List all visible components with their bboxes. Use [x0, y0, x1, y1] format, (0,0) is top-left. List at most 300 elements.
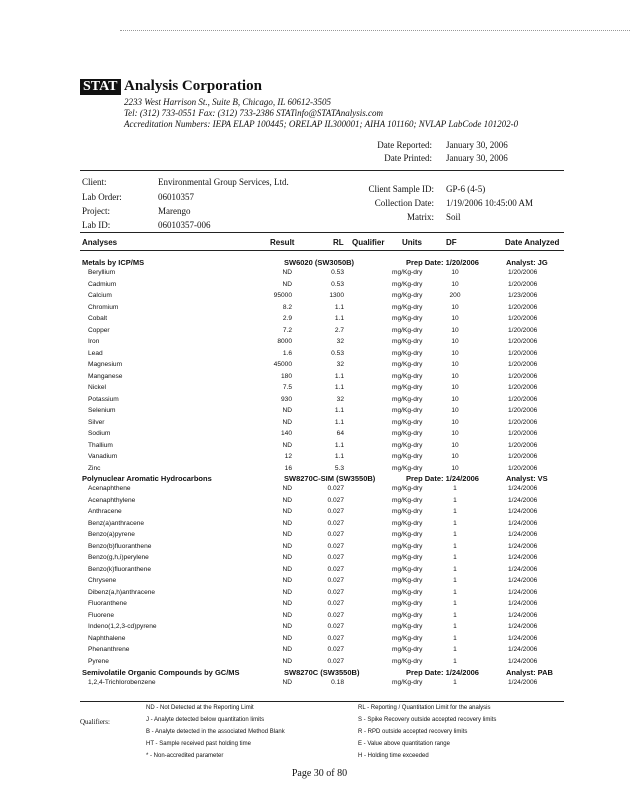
- dilution-factor: 10: [451, 395, 459, 403]
- result-value: ND: [282, 441, 292, 449]
- reporting-limit: 0.027: [327, 611, 344, 619]
- reporting-limit: 0.027: [327, 657, 344, 665]
- units: mg/Kg-dry: [392, 303, 423, 311]
- result-value: ND: [282, 269, 292, 276]
- col-df: DF: [446, 238, 457, 247]
- dilution-factor: 1: [453, 600, 457, 607]
- reporting-limit: 1.1: [334, 315, 344, 322]
- analyte-name: Thallium: [88, 441, 113, 449]
- reporting-limit: 1.1: [334, 453, 344, 460]
- table-row: [0, 589, 639, 600]
- units: mg/Kg-dry: [392, 657, 423, 665]
- analyte-name: 1,2,4-Trichlorobenzene: [88, 679, 156, 686]
- qualifier-h: H - Holding time exceeded: [358, 753, 429, 759]
- units: mg/Kg-dry: [392, 554, 423, 561]
- date-analyzed: 1/24/2006: [508, 646, 538, 653]
- table-row: [0, 508, 639, 519]
- lab-id-label: Lab ID:: [82, 220, 111, 230]
- dilution-factor: 10: [451, 464, 459, 472]
- result-value: ND: [282, 542, 292, 550]
- units: mg/Kg-dry: [392, 577, 423, 584]
- reporting-limit: 0.027: [327, 519, 344, 527]
- analyte-name: Cobalt: [88, 315, 108, 322]
- date-analyzed: 1/20/2006: [508, 418, 538, 426]
- analyte-name: Naphthalene: [88, 634, 126, 642]
- dilution-factor: 1: [453, 542, 457, 550]
- table-row: [0, 384, 639, 395]
- analyte-name: Benzo(b)fluoranthene: [88, 542, 152, 550]
- result-value: ND: [282, 531, 292, 538]
- date-analyzed: 1/20/2006: [508, 349, 538, 357]
- section-method: SW8270C-SIM (SW3550B): [284, 474, 376, 483]
- analyte-name: Anthracene: [88, 508, 122, 515]
- col-result: Result: [270, 238, 295, 247]
- analyte-name: Lead: [88, 349, 103, 357]
- reporting-limit: 0.027: [327, 542, 344, 550]
- date-analyzed: 1/24/2006: [508, 508, 538, 515]
- analyte-name: Phenanthrene: [88, 646, 130, 653]
- section-title: Metals by ICP/MS: [82, 258, 145, 267]
- section-prep-date: Prep Date: 1/20/2006: [406, 258, 479, 267]
- section-prep-date: Prep Date: 1/24/2006: [406, 474, 479, 483]
- col-date-analyzed: Date Analyzed: [505, 238, 560, 247]
- analyte-name: Vanadium: [88, 453, 118, 460]
- qualifier-s: S - Spike Recovery outside accepted recovery limits: [358, 717, 497, 723]
- analyte-name: Calcium: [88, 292, 112, 299]
- analyte-name: Sodium: [88, 430, 111, 437]
- result-value: ND: [282, 634, 292, 642]
- section-analyst: Analyst: VS: [506, 474, 548, 483]
- reporting-limit: 0.027: [327, 554, 344, 561]
- analyte-name: Benzo(a)pyrene: [88, 531, 135, 538]
- dilution-factor: 1: [453, 565, 457, 573]
- reporting-limit: 0.027: [327, 600, 344, 607]
- table-row: [0, 646, 639, 657]
- date-analyzed: 1/24/2006: [508, 657, 538, 665]
- qualifier-e: E - Value above quantitation range: [358, 741, 450, 747]
- result-value: 1.6: [282, 349, 292, 357]
- table-row: [0, 327, 639, 338]
- analyte-name: Acenaphthylene: [88, 496, 136, 504]
- client-sample-id-value: GP-6 (4-5): [446, 184, 486, 194]
- reporting-limit: 0.027: [327, 531, 344, 538]
- reporting-limit: 0.18: [331, 679, 344, 686]
- units: mg/Kg-dry: [392, 611, 423, 619]
- units: mg/Kg-dry: [392, 315, 423, 322]
- result-value: 7.2: [282, 326, 292, 334]
- stat-logo: STAT: [80, 79, 121, 95]
- qualifier-star: * - Non-accredited parameter: [146, 753, 224, 759]
- section-prep-date: Prep Date: 1/24/2006: [406, 668, 479, 677]
- units: mg/Kg-dry: [392, 531, 423, 538]
- date-analyzed: 1/24/2006: [508, 577, 538, 584]
- date-analyzed: 1/20/2006: [508, 326, 538, 334]
- date-analyzed: 1/20/2006: [508, 269, 538, 276]
- result-value: ND: [282, 600, 292, 607]
- reporting-limit: 64: [336, 430, 344, 437]
- accreditation-numbers: Accreditation Numbers: IEPA ELAP 100445; ORELAP IL300001; AIHA 101160; NVLAP LabCode 101202-0: [124, 119, 519, 129]
- reporting-limit: 0.027: [327, 588, 344, 596]
- analyte-name: Chrysene: [88, 577, 117, 584]
- units: mg/Kg-dry: [392, 384, 423, 391]
- result-value: ND: [282, 565, 292, 573]
- result-value: 7.5: [282, 384, 292, 391]
- result-value: ND: [282, 611, 292, 619]
- dilution-factor: 1: [453, 623, 457, 630]
- date-analyzed: 1/20/2006: [508, 372, 538, 380]
- analyte-name: Indeno(1,2,3-cd)pyrene: [88, 623, 157, 630]
- header-rule: [80, 170, 564, 171]
- reporting-limit: 0.53: [331, 349, 344, 357]
- table-row: [0, 453, 639, 464]
- units: mg/Kg-dry: [392, 349, 423, 357]
- dilution-factor: 10: [451, 303, 459, 311]
- dilution-factor: 1: [453, 657, 457, 665]
- dilution-factor: 10: [451, 372, 459, 380]
- table-row: [0, 430, 639, 441]
- reporting-limit: 2.7: [334, 326, 344, 334]
- date-analyzed: 1/20/2006: [508, 430, 538, 437]
- date-analyzed: 1/20/2006: [508, 395, 538, 403]
- units: mg/Kg-dry: [392, 269, 423, 276]
- footer-rule: [80, 701, 564, 702]
- table-row: [0, 361, 639, 372]
- table-row: [0, 373, 639, 384]
- table-row: [0, 623, 639, 634]
- client-rule: [80, 232, 564, 233]
- result-value: 8000: [277, 338, 292, 345]
- units: mg/Kg-dry: [392, 372, 423, 380]
- result-value: ND: [282, 407, 292, 414]
- result-value: 930: [280, 395, 292, 403]
- table-row: [0, 396, 639, 407]
- units: mg/Kg-dry: [392, 588, 423, 596]
- date-analyzed: 1/20/2006: [508, 338, 538, 345]
- analyte-name: Benzo(k)fluoranthene: [88, 565, 152, 573]
- date-analyzed: 1/24/2006: [508, 679, 538, 686]
- reporting-limit: 0.027: [327, 485, 344, 492]
- client-label: Client:: [82, 177, 107, 187]
- dilution-factor: 10: [451, 315, 459, 322]
- reporting-limit: 1.1: [334, 372, 344, 380]
- table-row: [0, 520, 639, 531]
- section-method: SW8270C (SW3550B): [284, 668, 360, 677]
- result-value: 95000: [273, 292, 292, 299]
- dilution-factor: 200: [449, 292, 461, 299]
- result-value: 12: [284, 453, 292, 460]
- analyte-name: Benz(a)anthracene: [88, 519, 145, 527]
- dilution-factor: 10: [451, 453, 459, 460]
- date-reported-label: Date Reported:: [377, 140, 432, 150]
- reporting-limit: 1.1: [334, 303, 344, 311]
- result-value: 16: [284, 464, 292, 472]
- col-rl: RL: [333, 238, 344, 247]
- result-value: ND: [282, 657, 292, 665]
- qualifiers-label: Qualifiers:: [80, 718, 110, 726]
- analyte-name: Potassium: [88, 395, 119, 403]
- date-reported-value: January 30, 2006: [446, 140, 508, 150]
- collection-date-label: Collection Date:: [374, 198, 434, 208]
- analyte-name: Copper: [88, 326, 110, 334]
- date-analyzed: 1/20/2006: [508, 407, 538, 414]
- result-value: ND: [282, 508, 292, 515]
- reporting-limit: 5.3: [334, 464, 344, 472]
- result-value: ND: [282, 418, 292, 426]
- qualifier-nd: ND - Not Detected at the Reporting Limit: [146, 705, 254, 711]
- date-analyzed: 1/20/2006: [508, 315, 538, 322]
- section-title: Semivolatile Organic Compounds by GC/MS: [82, 668, 240, 677]
- dilution-factor: 10: [451, 361, 459, 368]
- dilution-factor: 1: [453, 508, 457, 515]
- result-value: 140: [280, 430, 292, 437]
- project-value: Marengo: [158, 206, 191, 216]
- date-analyzed: 1/24/2006: [508, 611, 538, 619]
- analyte-name: Manganese: [88, 372, 123, 380]
- dilution-factor: 10: [451, 280, 459, 288]
- table-row: [0, 612, 639, 623]
- date-analyzed: 1/20/2006: [508, 464, 538, 472]
- table-row: [0, 600, 639, 611]
- dilution-factor: 10: [451, 407, 459, 414]
- analyte-name: Magnesium: [88, 361, 123, 368]
- date-analyzed: 1/24/2006: [508, 531, 538, 538]
- units: mg/Kg-dry: [392, 508, 423, 515]
- date-analyzed: 1/20/2006: [508, 441, 538, 449]
- units: mg/Kg-dry: [392, 565, 423, 573]
- analyte-name: Selenium: [88, 407, 116, 414]
- units: mg/Kg-dry: [392, 464, 423, 472]
- table-row: [0, 419, 639, 430]
- reporting-limit: 0.027: [327, 496, 344, 504]
- analyte-name: Nickel: [88, 384, 106, 391]
- units: mg/Kg-dry: [392, 395, 423, 403]
- dilution-factor: 10: [451, 338, 459, 345]
- dilution-factor: 1: [453, 554, 457, 561]
- date-analyzed: 1/24/2006: [508, 542, 538, 550]
- table-row: [0, 577, 639, 588]
- qualifier-b: B - Analyte detected in the associated Method Blank: [146, 729, 285, 735]
- table-row: [0, 350, 639, 361]
- analyte-name: Zinc: [88, 464, 101, 472]
- result-value: 180: [280, 372, 292, 380]
- reporting-limit: 1300: [329, 292, 344, 299]
- date-analyzed: 1/24/2006: [508, 485, 538, 492]
- reporting-limit: 32: [336, 338, 344, 345]
- table-row: [0, 658, 639, 669]
- reporting-limit: 1.1: [334, 407, 344, 414]
- dilution-factor: 1: [453, 485, 457, 492]
- dilution-factor: 10: [451, 430, 459, 437]
- section-method: SW6020 (SW3050B): [284, 258, 355, 267]
- date-analyzed: 1/23/2006: [508, 292, 538, 299]
- table-row: [0, 281, 639, 292]
- dilution-factor: 10: [451, 269, 459, 276]
- matrix-label: Matrix:: [407, 212, 434, 222]
- reporting-limit: 1.1: [334, 418, 344, 426]
- section-analyst: Analyst: PAB: [506, 668, 553, 677]
- result-value: ND: [282, 588, 292, 596]
- date-analyzed: 1/20/2006: [508, 361, 538, 368]
- date-analyzed: 1/24/2006: [508, 623, 538, 630]
- company-address: 2233 West Harrison St., Suite B, Chicago, IL 60612-3505: [124, 97, 332, 107]
- units: mg/Kg-dry: [392, 361, 423, 368]
- table-row: [0, 407, 639, 418]
- result-value: ND: [282, 519, 292, 527]
- table-row: [0, 485, 639, 496]
- company-contact: Tel: (312) 733-0551 Fax: (312) 733-2386 STATinfo@STATAnalysis.com: [124, 108, 384, 118]
- reporting-limit: 1.1: [334, 384, 344, 391]
- date-analyzed: 1/20/2006: [508, 280, 538, 288]
- reporting-limit: 0.027: [327, 565, 344, 573]
- date-analyzed: 1/24/2006: [508, 565, 538, 573]
- reporting-limit: 0.53: [331, 280, 344, 288]
- scan-dotted-line: [120, 30, 630, 31]
- table-row: [0, 315, 639, 326]
- dilution-factor: 1: [453, 646, 457, 653]
- qualifier-j: J - Analyte detected below quantitation limits: [146, 717, 265, 723]
- reporting-limit: 0.027: [327, 646, 344, 653]
- result-value: ND: [282, 646, 292, 653]
- result-value: ND: [282, 485, 292, 492]
- qualifier-r: R - RPD outside accepted recovery limits: [358, 729, 468, 735]
- date-printed-label: Date Printed:: [384, 153, 432, 163]
- reporting-limit: 0.53: [331, 269, 344, 276]
- dilution-factor: 1: [453, 519, 457, 527]
- dilution-factor: 1: [453, 496, 457, 504]
- units: mg/Kg-dry: [392, 280, 423, 288]
- col-qualifier: Qualifier: [352, 238, 385, 247]
- dilution-factor: 1: [453, 634, 457, 642]
- company-name: Analysis Corporation: [124, 78, 262, 94]
- result-value: ND: [282, 679, 292, 686]
- lab-order-label: Lab Order:: [82, 192, 122, 202]
- reporting-limit: 0.027: [327, 508, 344, 515]
- collection-date-value: 1/19/2006 10:45:00 AM: [446, 198, 534, 208]
- units: mg/Kg-dry: [392, 326, 423, 334]
- result-value: 2.9: [282, 315, 292, 322]
- section-title: Polynuclear Aromatic Hydrocarbons: [82, 474, 212, 483]
- dilution-factor: 10: [451, 384, 459, 391]
- analyte-name: Dibenz(a,h)anthracene: [88, 588, 156, 596]
- table-row: [0, 304, 639, 315]
- table-row: [0, 497, 639, 508]
- units: mg/Kg-dry: [392, 441, 423, 449]
- units: mg/Kg-dry: [392, 430, 423, 437]
- units: mg/Kg-dry: [392, 646, 423, 653]
- matrix-value: Soil: [446, 212, 461, 222]
- result-value: 8.2: [282, 303, 292, 311]
- dilution-factor: 10: [451, 349, 459, 357]
- project-label: Project:: [82, 206, 110, 216]
- reporting-limit: 0.027: [327, 623, 344, 630]
- units: mg/Kg-dry: [392, 453, 423, 460]
- table-row: [0, 554, 639, 565]
- table-row: [0, 543, 639, 554]
- units: mg/Kg-dry: [392, 338, 423, 345]
- date-analyzed: 1/20/2006: [508, 384, 538, 391]
- units: mg/Kg-dry: [392, 418, 423, 426]
- analyte-name: Fluorene: [88, 611, 115, 619]
- lab-order-value: 06010357: [158, 192, 194, 202]
- analyte-name: Pyrene: [88, 657, 109, 665]
- client-value: Environmental Group Services, Ltd.: [158, 177, 289, 187]
- date-analyzed: 1/24/2006: [508, 634, 538, 642]
- qualifier-rl: RL - Reporting / Quantitation Limit for the analysis: [358, 705, 491, 711]
- analyte-name: Acenaphthene: [88, 485, 131, 492]
- analyte-name: Fluoranthene: [88, 600, 127, 607]
- units: mg/Kg-dry: [392, 623, 423, 630]
- reporting-limit: 32: [336, 395, 344, 403]
- analyte-name: Chromium: [88, 303, 119, 311]
- table-row: [0, 269, 639, 280]
- analyte-name: Beryllium: [88, 269, 116, 276]
- date-analyzed: 1/24/2006: [508, 519, 538, 527]
- dilution-factor: 1: [453, 531, 457, 538]
- reporting-limit: 32: [336, 361, 344, 368]
- dilution-factor: 1: [453, 588, 457, 596]
- reporting-limit: 0.027: [327, 577, 344, 584]
- col-analyses: Analyses: [82, 238, 118, 247]
- table-row: [0, 292, 639, 303]
- units: mg/Kg-dry: [392, 485, 423, 492]
- table-row: [0, 635, 639, 646]
- units: mg/Kg-dry: [392, 542, 423, 550]
- date-analyzed: 1/24/2006: [508, 600, 538, 607]
- date-printed-value: January 30, 2006: [446, 153, 508, 163]
- units: mg/Kg-dry: [392, 519, 423, 527]
- date-analyzed: 1/24/2006: [508, 554, 538, 561]
- result-value: ND: [282, 280, 292, 288]
- column-header-rule: [80, 250, 564, 251]
- units: mg/Kg-dry: [392, 496, 423, 504]
- date-analyzed: 1/24/2006: [508, 588, 538, 596]
- dilution-factor: 1: [453, 679, 457, 686]
- page-number: Page 30 of 80: [291, 768, 348, 779]
- dilution-factor: 10: [451, 326, 459, 334]
- section-analyst: Analyst: JG: [506, 258, 548, 267]
- reporting-limit: 0.027: [327, 634, 344, 642]
- table-row: [0, 442, 639, 453]
- units: mg/Kg-dry: [392, 679, 423, 686]
- table-row: [0, 531, 639, 542]
- dilution-factor: 10: [451, 418, 459, 426]
- lab-id-value: 06010357-006: [158, 220, 211, 230]
- qualifier-ht: HT - Sample received past holding time: [146, 741, 251, 747]
- result-value: 45000: [273, 361, 292, 368]
- analyte-name: Cadmium: [88, 280, 117, 288]
- date-analyzed: 1/20/2006: [508, 303, 538, 311]
- table-row: [0, 679, 639, 690]
- units: mg/Kg-dry: [392, 634, 423, 642]
- units: mg/Kg-dry: [392, 407, 423, 414]
- result-value: ND: [282, 577, 292, 584]
- date-analyzed: 1/20/2006: [508, 453, 538, 460]
- units: mg/Kg-dry: [392, 292, 423, 299]
- dilution-factor: 10: [451, 441, 459, 449]
- reporting-limit: 1.1: [334, 441, 344, 449]
- dilution-factor: 1: [453, 611, 457, 619]
- analyte-name: Silver: [88, 418, 105, 426]
- table-row: [0, 338, 639, 349]
- table-row: [0, 566, 639, 577]
- analyte-name: Benzo(g,h,i)perylene: [88, 554, 149, 561]
- analyte-name: Iron: [88, 338, 100, 345]
- client-sample-id-label: Client Sample ID:: [368, 184, 434, 194]
- dilution-factor: 1: [453, 577, 457, 584]
- result-value: ND: [282, 496, 292, 504]
- result-value: ND: [282, 623, 292, 630]
- units: mg/Kg-dry: [392, 600, 423, 607]
